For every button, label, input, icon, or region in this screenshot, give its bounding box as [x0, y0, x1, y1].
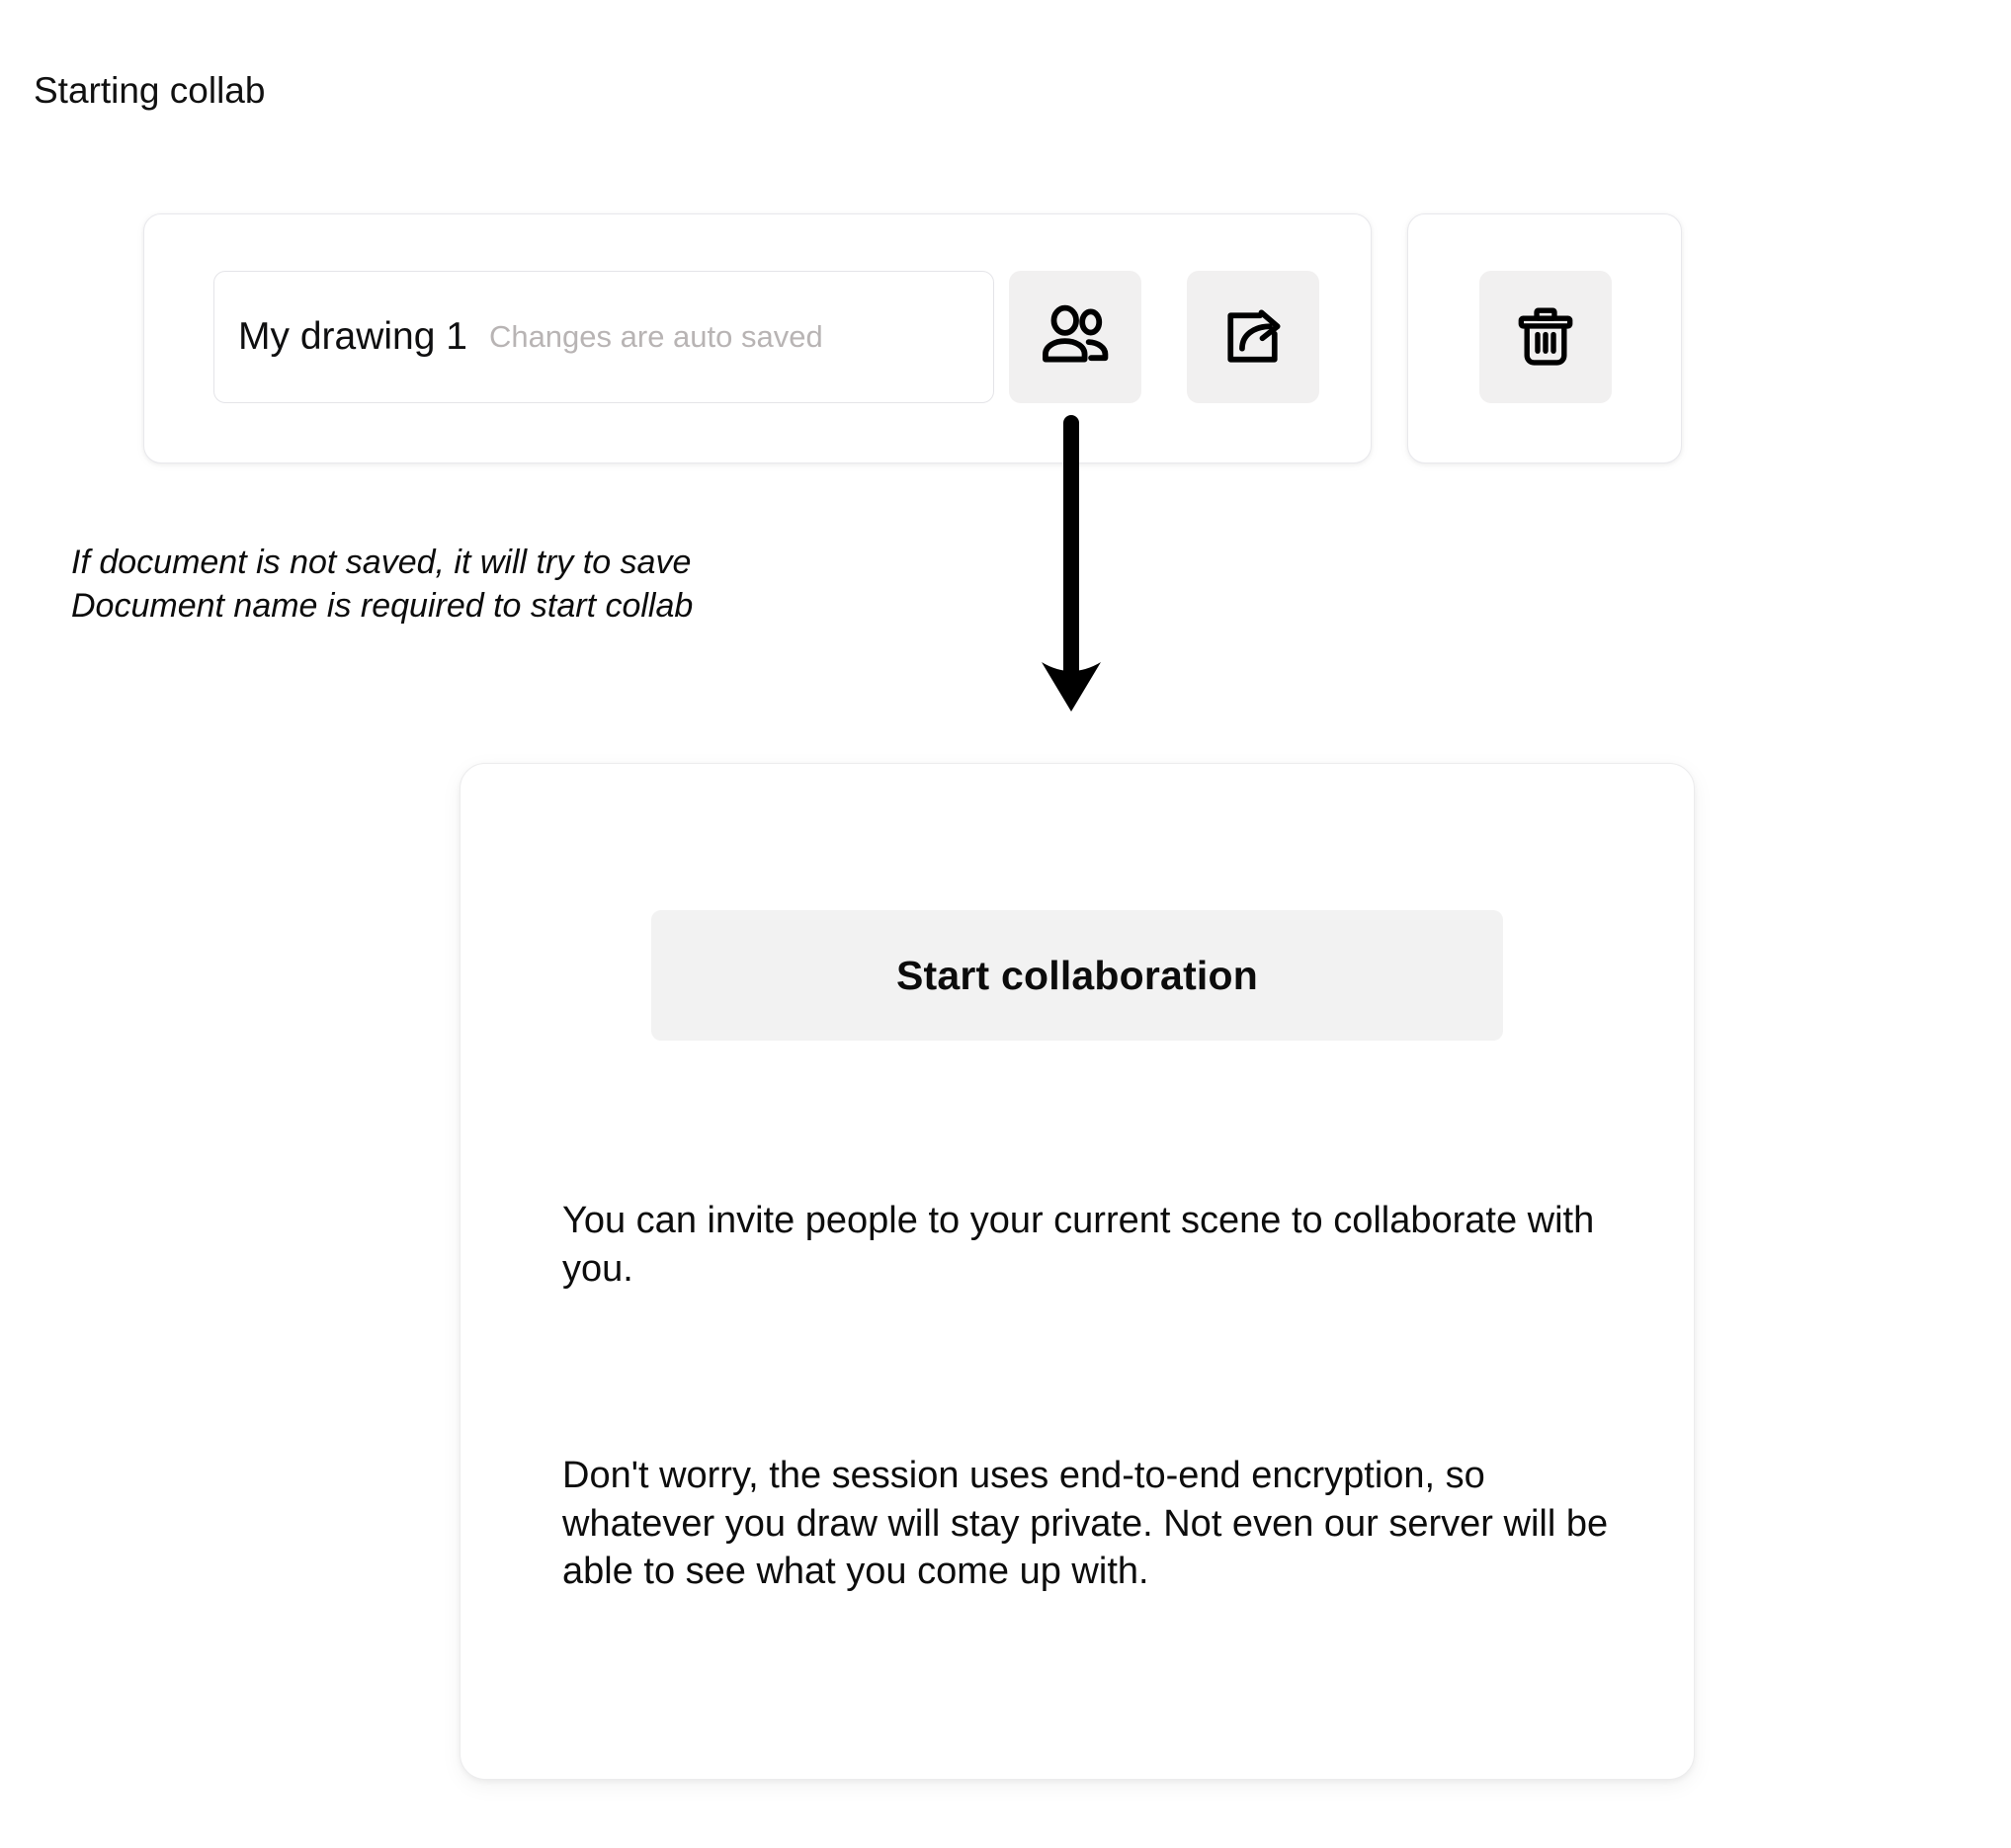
dialog-title: Start collaboration [895, 952, 1258, 998]
dialog-paragraph: Don't worry, the session uses end-to-end encryption, so whatever you draw will stay private. Not even our server will be able to see what you come up with. [562, 1455, 1609, 1593]
dialog-paragraph: You can invite people to your current scene to collaborate with you. [562, 1200, 1595, 1290]
delete-canvas-button[interactable] [1479, 271, 1612, 403]
share-export-button[interactable] [1187, 271, 1319, 403]
trash-icon [1509, 300, 1582, 374]
annotation-line-2: Document name is required to start collab [71, 586, 694, 625]
annotation-line-1: If document is not saved, it will try to save [71, 544, 692, 581]
users-icon [1035, 296, 1116, 378]
toolbar-card [143, 213, 1372, 463]
document-name-placeholder: Changes are auto saved [488, 319, 823, 354]
document-name-value: My drawing 1 [238, 315, 467, 358]
page-title: Starting collab [34, 70, 266, 111]
dialog-header [651, 910, 1503, 1041]
document-name-input[interactable] [213, 271, 994, 403]
share-arrow-icon [1215, 298, 1292, 376]
live-collaboration-button[interactable] [1009, 271, 1141, 403]
flow-arrow-down-icon [1028, 415, 1119, 721]
annotation-note [71, 542, 693, 628]
start-collaboration-dialog [460, 763, 1695, 1780]
delete-card [1407, 213, 1682, 463]
